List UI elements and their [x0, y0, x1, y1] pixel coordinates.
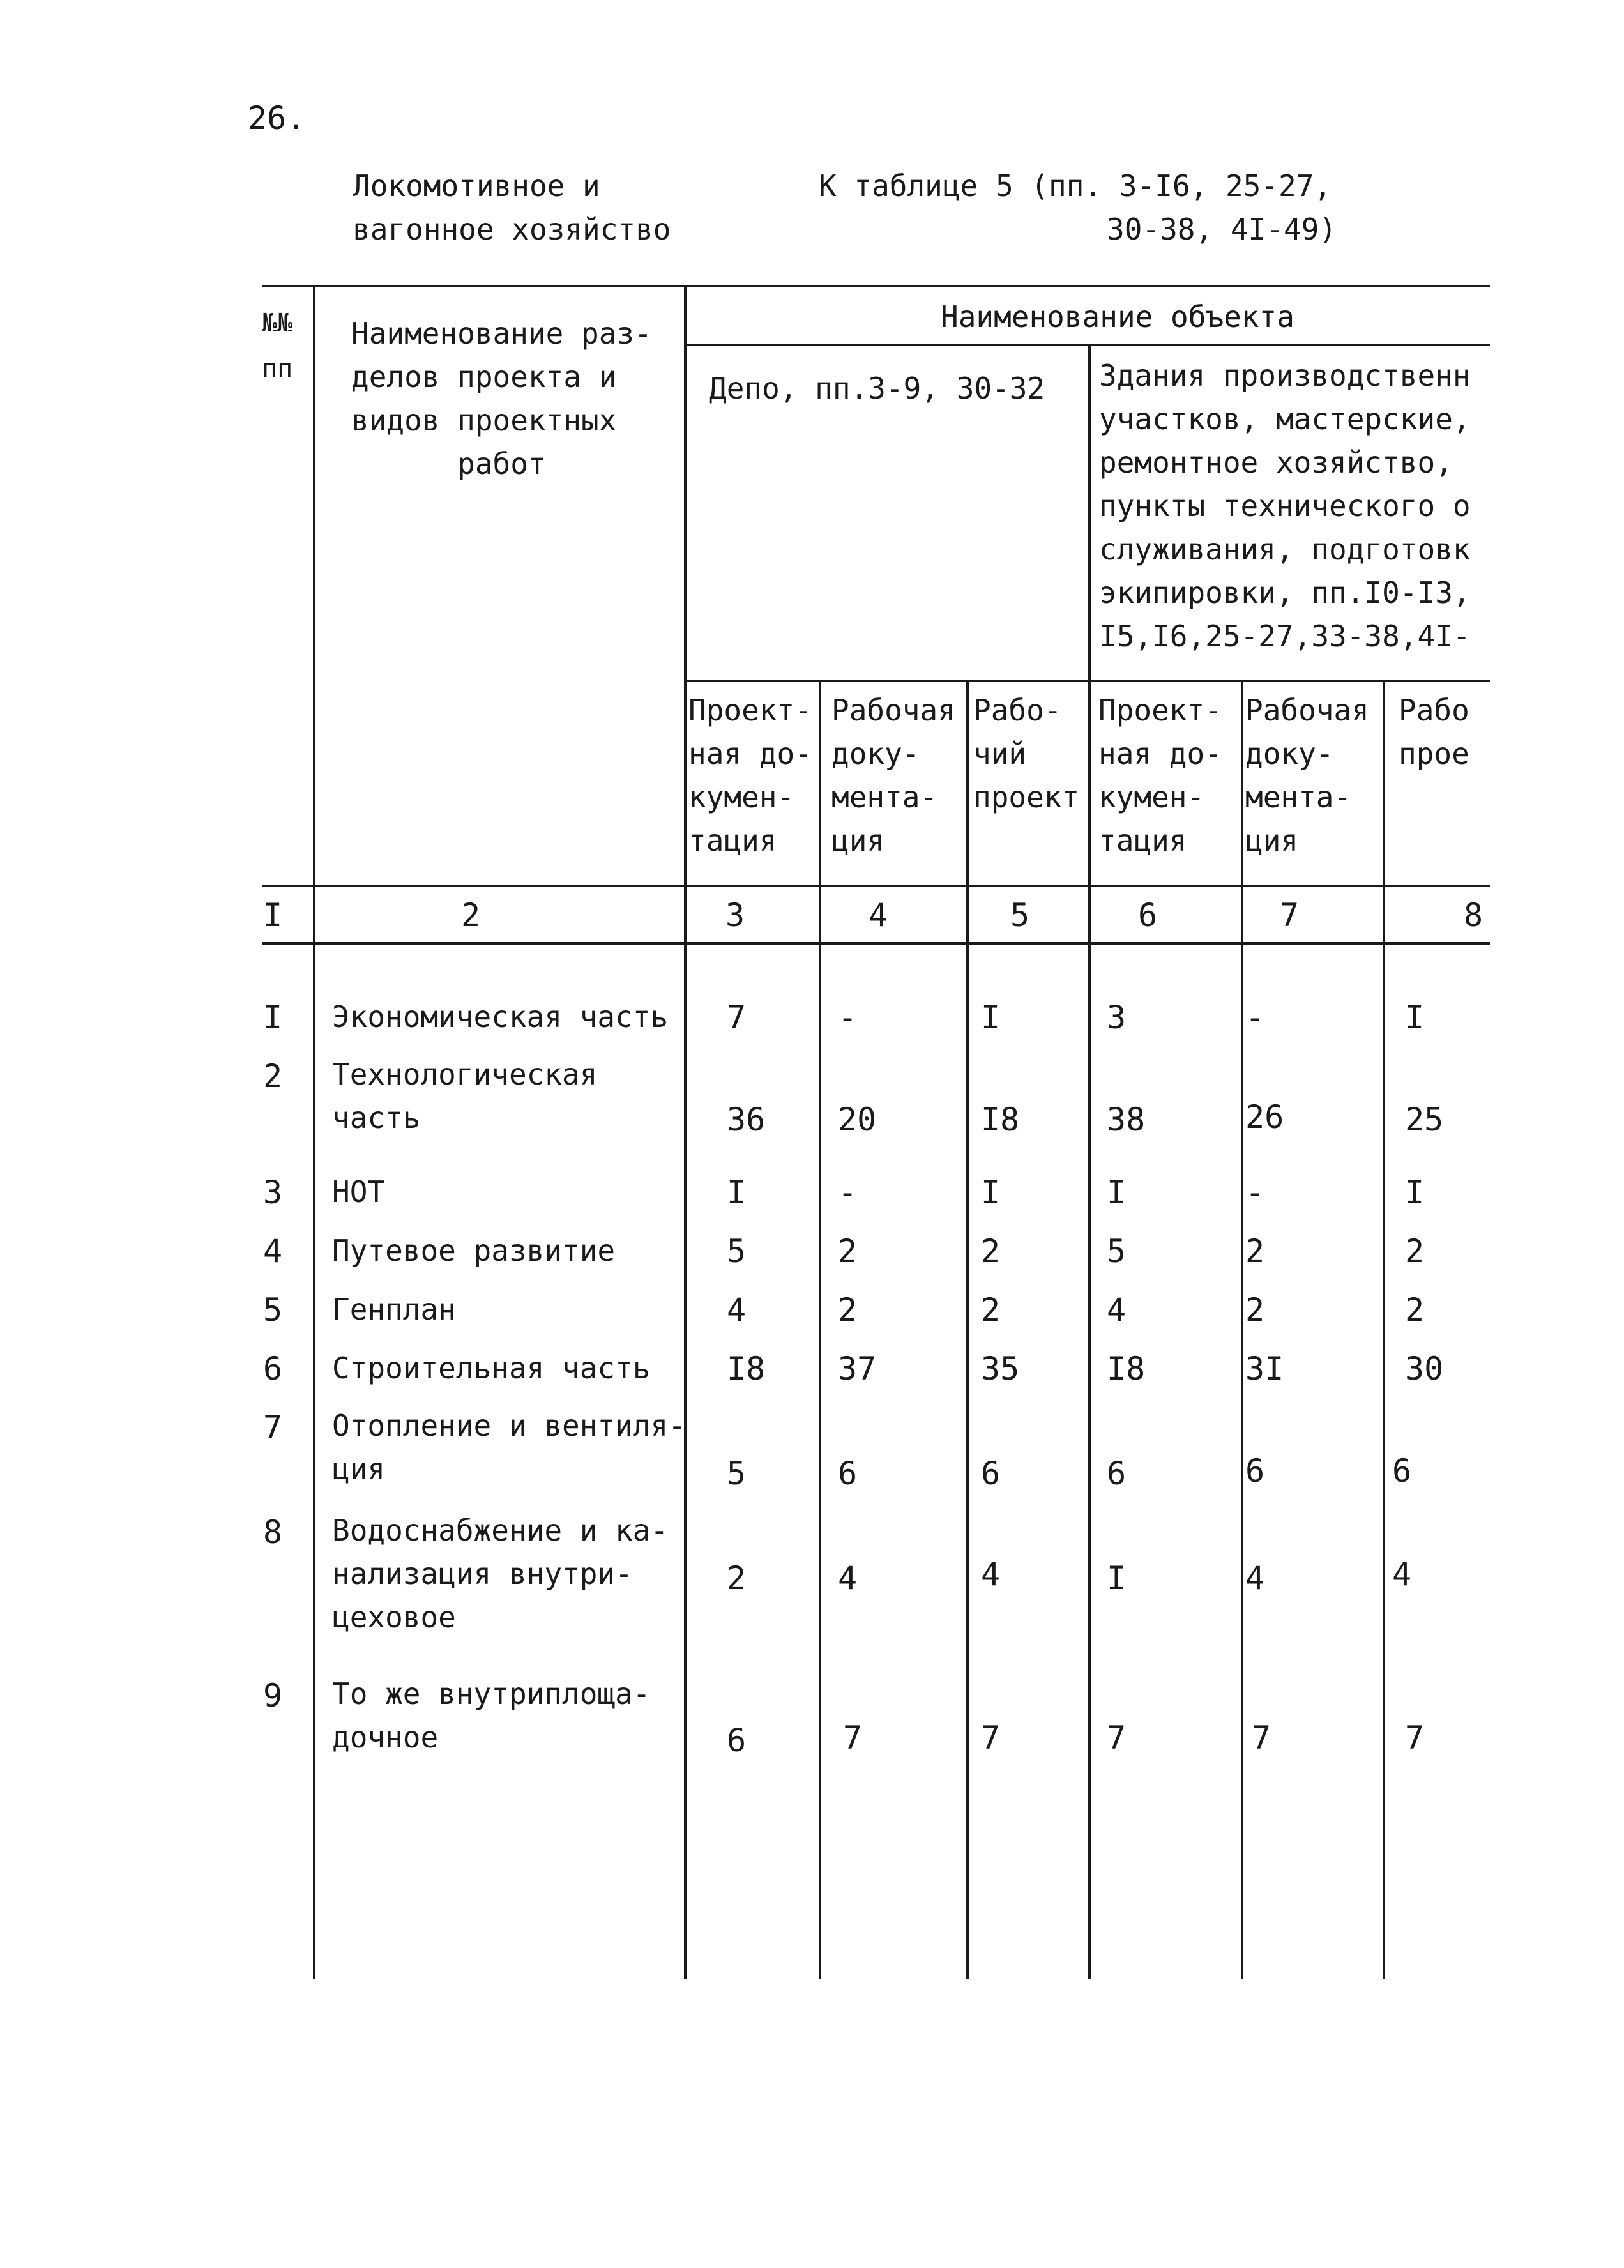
row-name: Водоснабжение и ка- нализация внутри- цеховое — [332, 1513, 669, 1634]
row-value: 2 — [981, 1233, 1001, 1270]
row-name: То же внутриплоща- дочное — [332, 1677, 651, 1754]
header-reference-line1: К таблице 5 (пп. 3-I6, 25-27, — [819, 169, 1332, 203]
row-value: 25 — [1405, 1101, 1444, 1138]
row-value: 5 — [727, 1233, 747, 1270]
header-col-no: №№ пп — [262, 308, 293, 384]
row-value: I — [981, 1174, 1001, 1211]
col-divider-4 — [819, 681, 821, 1979]
row-value: - — [838, 1174, 858, 1211]
group-rule — [685, 680, 1490, 682]
row-value: 4 — [727, 1291, 747, 1328]
col-divider-7 — [1241, 681, 1243, 1979]
row-value: 36 — [727, 1101, 766, 1138]
colnum-bottom-rule — [262, 942, 1490, 945]
row-value: 2 — [838, 1233, 858, 1270]
row-value: I — [981, 999, 1001, 1036]
row-value: 4 — [838, 1560, 858, 1597]
header-section-line1: Локомотивное и — [353, 169, 600, 203]
row-name: Генплан — [332, 1292, 456, 1327]
row-value: 6 — [727, 1722, 747, 1759]
col-number: 6 — [1138, 897, 1158, 934]
col-divider-group — [1088, 345, 1091, 1979]
row-value: 2 — [838, 1291, 858, 1328]
header-sub-2: Рабочая доку- мента- ция — [831, 693, 955, 858]
header-group-depot: Депо, пп.3-9, 30-32 — [709, 371, 1045, 406]
header-col-name: Наименование раз- делов проекта и видов проектных работ — [351, 316, 652, 481]
row-value: 6 — [838, 1455, 858, 1492]
row-number: 9 — [263, 1677, 283, 1714]
row-number: 4 — [263, 1233, 283, 1270]
col-divider-2 — [684, 286, 687, 1979]
row-value: 4 — [1392, 1556, 1412, 1593]
col-number: 2 — [461, 897, 481, 934]
row-value: 7 — [1252, 1719, 1271, 1756]
row-value: 2 — [1405, 1291, 1425, 1328]
col-number: 3 — [725, 897, 745, 934]
col-number: 5 — [1010, 897, 1030, 934]
row-value: I8 — [981, 1101, 1020, 1138]
col-divider-8 — [1383, 681, 1385, 1979]
row-value: 4 — [1245, 1560, 1265, 1597]
row-value: 4 — [981, 1556, 1001, 1593]
row-value: 2 — [1245, 1291, 1265, 1328]
header-sub-6: Рабо прое — [1399, 693, 1469, 771]
col-divider-1 — [313, 286, 315, 1979]
row-value: 6 — [1107, 1455, 1127, 1492]
header-sub-4: Проект- ная до- кумен- тация — [1098, 693, 1222, 858]
row-value: 7 — [727, 999, 747, 1036]
row-value: 4 — [1107, 1291, 1127, 1328]
row-value: - — [838, 999, 858, 1036]
row-value: 20 — [838, 1101, 877, 1138]
row-value: - — [1245, 999, 1265, 1036]
row-name: Экономическая часть — [332, 1000, 669, 1034]
row-value: 26 — [1245, 1099, 1284, 1136]
row-value: I — [1107, 1560, 1127, 1597]
row-value: 6 — [1245, 1452, 1265, 1489]
col-number: 8 — [1464, 897, 1484, 934]
row-value: 2 — [981, 1291, 1001, 1328]
row-value: 6 — [981, 1455, 1001, 1492]
row-number: 3 — [263, 1174, 283, 1211]
row-number: 5 — [263, 1291, 283, 1328]
row-value: 6 — [1392, 1452, 1412, 1489]
col-divider-5 — [966, 681, 969, 1979]
table-top-rule — [262, 285, 1490, 287]
header-reference-line2: 30-38, 4I-49) — [1107, 212, 1337, 247]
row-value: I8 — [727, 1350, 766, 1387]
row-value: 2 — [727, 1560, 747, 1597]
header-sub-5: Рабочая доку- мента- ция — [1245, 693, 1369, 858]
col-number: 7 — [1280, 897, 1300, 934]
row-number: 2 — [263, 1058, 283, 1095]
row-value: 3 — [1107, 999, 1127, 1036]
row-number: 6 — [263, 1350, 283, 1387]
row-value: 30 — [1405, 1350, 1444, 1387]
row-value: - — [1245, 1174, 1265, 1211]
row-value: I — [1405, 999, 1425, 1036]
col-number: 4 — [869, 897, 888, 934]
object-title-rule — [685, 344, 1490, 346]
header-sub-3: Рабо- чий проект — [973, 693, 1080, 814]
row-number: 7 — [263, 1409, 283, 1446]
row-name: Путевое развитие — [332, 1233, 616, 1268]
row-value: 5 — [727, 1455, 747, 1492]
row-value: 35 — [981, 1350, 1020, 1387]
row-value: 7 — [843, 1719, 863, 1756]
row-value: I — [727, 1174, 747, 1211]
row-name: Строительная часть — [332, 1351, 651, 1385]
row-number: 8 — [263, 1514, 283, 1551]
row-value: 7 — [981, 1719, 1001, 1756]
header-sub-1: Проект- ная до- кумен- тация — [688, 693, 812, 858]
header-section-line2: вагонное хозяйство — [353, 212, 671, 247]
row-name: НОТ — [332, 1175, 386, 1209]
col-number: I — [263, 897, 283, 934]
header-object-title: Наименование объекта — [941, 300, 1294, 334]
row-value: 7 — [1107, 1719, 1127, 1756]
header-group-buildings: Здания производственн участков, мастерские, ремонтное хозяйство, пункты технического о служивания, подготовк экипировки, пп.I0-I3, I5,I6,25-27,33-38,4I- — [1099, 358, 1471, 653]
row-value: 2 — [1245, 1233, 1265, 1270]
row-value: I — [1405, 1174, 1425, 1211]
row-value: 37 — [838, 1350, 877, 1387]
row-name: Отопление и вентиля- ция — [332, 1408, 686, 1486]
row-value: I8 — [1107, 1350, 1146, 1387]
row-number: I — [263, 999, 283, 1036]
row-value: 2 — [1405, 1233, 1425, 1270]
row-name: Технологическая часть — [332, 1057, 598, 1135]
row-value: I — [1107, 1174, 1127, 1211]
row-value: 7 — [1405, 1719, 1425, 1756]
header-bottom-rule — [262, 885, 1490, 887]
row-value: 38 — [1107, 1101, 1146, 1138]
page-number: 26. — [248, 100, 306, 137]
row-value: 5 — [1107, 1233, 1127, 1270]
row-value: 3I — [1245, 1350, 1284, 1387]
